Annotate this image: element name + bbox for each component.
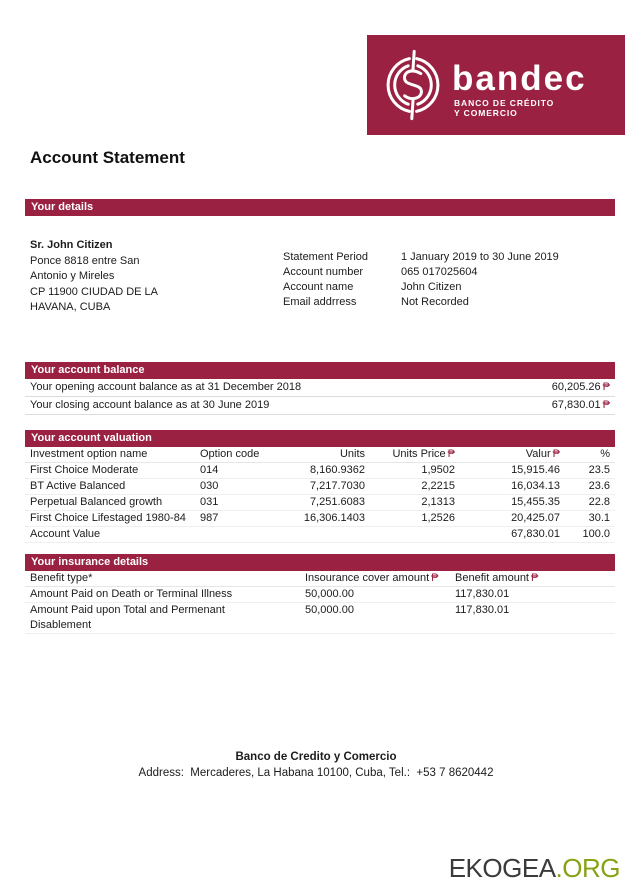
account-name-row <box>283 280 559 295</box>
insurance-header-row <box>25 571 615 587</box>
table-row: Perpetual Balanced growth 031 7,251.6083 2,1313 15,455.35 22.8 <box>25 495 615 511</box>
customer-address-line: HAVANA, CUBA <box>30 301 111 313</box>
col-units: Units <box>339 448 365 460</box>
email-address-row <box>283 295 559 310</box>
field-value: 1 January 2019 to 30 June 2019 <box>401 251 559 263</box>
insurance-table <box>25 571 615 634</box>
footer-bank-name: Banco de Credito y Comercio <box>235 751 397 763</box>
col-benefit-type: Benefit type* <box>30 572 93 584</box>
col-benefit-amount: Benefit amount ₱ <box>455 572 539 584</box>
brand-name: bandec <box>452 58 587 98</box>
page-title: Account Statement <box>30 148 185 167</box>
table-row: First Choice Moderate 014 8,160.9362 1,9502 15,915.46 23.5 <box>25 463 615 479</box>
peso-sign: ₱ <box>431 572 439 584</box>
ekogea-watermark <box>449 854 620 882</box>
field-value: John Citizen <box>401 281 462 293</box>
col-investment-option: Investment option name <box>30 448 148 460</box>
customer-address-line: CP 11900 CIUDAD DE LA <box>30 285 158 298</box>
statement-period-row <box>283 250 559 265</box>
brand-subtitle-line2: Y COMERCIO <box>454 107 518 118</box>
col-percent: % <box>600 448 610 460</box>
field-label: Account name <box>283 281 354 293</box>
customer-address-line: Ponce 8818 entre San <box>30 254 140 267</box>
footer-address: Address: Mercaderes, La Habana 10100, Cuba, Tel.: +53 7 8620442 <box>138 767 494 779</box>
valuation-table <box>25 447 615 543</box>
field-label: Account number <box>283 266 364 278</box>
account-value-total-row: Account Value 67,830.01 100.0 <box>25 527 615 543</box>
bandec-wordmark <box>452 58 587 118</box>
customer-address-block <box>30 238 158 316</box>
watermark-tld: .ORG <box>555 853 620 883</box>
section-header-insurance-details: Your insurance details <box>25 554 615 571</box>
brand-subtitle-line1: BANCO DE CRÉDITO <box>454 97 555 108</box>
table-row: First Choice Lifestaged 1980-84 987 16,306.1403 1,2526 20,425.07 30.1 <box>25 511 615 527</box>
col-units-price: Units Price ₱ <box>392 448 455 460</box>
peso-sign: ₱ <box>602 399 610 411</box>
watermark-name: EKOGEA <box>448 853 556 883</box>
statement-info-block <box>283 250 559 310</box>
field-label: Statement Period <box>283 251 368 263</box>
customer-name: Sr. John Citizen <box>30 239 113 251</box>
peso-sign: ₱ <box>447 448 455 460</box>
field-value: 065 017025604 <box>401 266 478 278</box>
brand-subtitle <box>454 98 587 118</box>
account-number-row <box>283 265 559 280</box>
balance-amount: 60,205.26 ₱ <box>551 381 610 393</box>
field-value: Not Recorded <box>401 296 469 308</box>
peso-sign: ₱ <box>602 381 610 393</box>
table-row: Amount Paid upon Total and Permenant Disablement 50,000.00 117,830.01 <box>25 603 615 634</box>
section-header-your-details: Your details <box>25 199 615 216</box>
balance-label: Your opening account balance as at 31 December 2018 <box>30 381 302 393</box>
table-row: Amount Paid on Death or Terminal Illness 50,000.00 117,830.01 <box>25 587 615 603</box>
balance-label: Your closing account balance as at 30 June 2019 <box>30 399 270 411</box>
bandec-emblem-icon <box>383 48 443 122</box>
opening-balance-row <box>25 379 615 397</box>
balance-rows <box>25 379 615 415</box>
balance-amount: 67,830.01 ₱ <box>551 399 610 411</box>
col-value: Valur ₱ <box>525 448 560 460</box>
col-insurance-cover-amount: Insourance cover amount ₱ <box>305 572 439 584</box>
col-option-code: Option code <box>200 448 260 460</box>
customer-address-line: Antonio y Mireles <box>30 270 115 282</box>
section-header-account-balance: Your account balance <box>25 362 615 379</box>
page-footer <box>0 749 632 781</box>
table-row: BT Active Balanced 030 7,217.7030 2,2215 16,034.13 23.6 <box>25 479 615 495</box>
field-label: Email addrress <box>283 296 357 308</box>
peso-sign: ₱ <box>552 448 560 460</box>
peso-sign: ₱ <box>531 572 539 584</box>
bandec-logo <box>367 35 625 135</box>
section-header-account-valuation: Your account valuation <box>25 430 615 447</box>
valuation-header-row <box>25 447 615 463</box>
closing-balance-row <box>25 397 615 415</box>
